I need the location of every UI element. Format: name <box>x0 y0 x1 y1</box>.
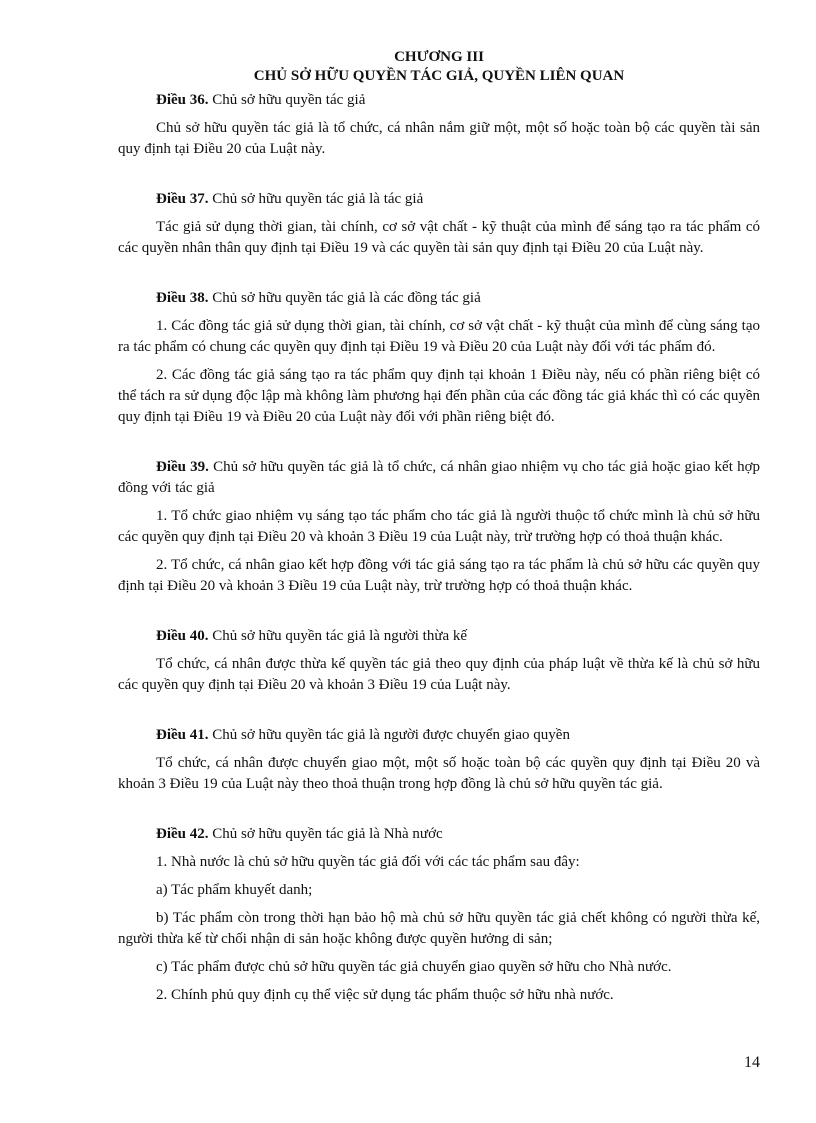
chapter-title: CHỦ SỞ HỮU QUYỀN TÁC GIẢ, QUYỀN LIÊN QUAN <box>253 68 625 84</box>
article-label: Điều 39. <box>156 459 209 475</box>
article-title: Chủ sở hữu quyền tác giả là người thừa kế <box>208 628 468 644</box>
article-heading <box>118 288 760 309</box>
chapter-number: CHƯƠNG III <box>394 49 484 65</box>
article-label: Điều 37. <box>156 191 209 207</box>
article-title: Chủ sở hữu quyền tác giả là tổ chức, cá nhân giao nhiệm vụ cho tác giả hoặc giao kết hợp đồng với tác giả <box>118 459 760 496</box>
article-38 <box>118 288 760 428</box>
document-page <box>118 48 760 1013</box>
article-heading <box>118 725 760 746</box>
article-paragraph: b) Tác phẩm còn trong thời hạn bảo hộ mà chủ sở hữu quyền tác giả chết không có người thừa kế, người thừa kế từ chối nhận di sản hoặc không được quyền hưởng di sản; <box>118 910 760 947</box>
article-title: Chủ sở hữu quyền tác giả là người được chuyển giao quyền <box>208 727 570 743</box>
article-heading <box>118 189 760 210</box>
article-label: Điều 38. <box>156 290 209 306</box>
article-36 <box>118 90 760 160</box>
article-label: Điều 42. <box>156 826 209 842</box>
article-paragraph: c) Tác phẩm được chủ sở hữu quyền tác giả chuyển giao quyền sở hữu cho Nhà nước. <box>156 959 672 975</box>
article-paragraph: 2. Tổ chức, cá nhân giao kết hợp đồng với tác giả sáng tạo ra tác phẩm là chủ sở hữu các quyền quy định tại Điều 20 và khoản 3 Điều 19 của Luật này, trừ trường hợp có thoả thuận khác. <box>118 557 760 594</box>
page-number: 14 <box>744 1054 760 1071</box>
article-39 <box>118 457 760 597</box>
article-paragraph: 1. Tổ chức giao nhiệm vụ sáng tạo tác phẩm cho tác giả là người thuộc tổ chức mình là chủ sở hữu các quyền quy định tại Điều 20 và khoản 3 Điều 19 của Luật này, trừ trường hợp có thoả thuận khác. <box>118 508 760 545</box>
article-heading <box>118 626 760 647</box>
article-41 <box>118 725 760 795</box>
article-37 <box>118 189 760 259</box>
article-paragraph: a) Tác phẩm khuyết danh; <box>156 882 313 898</box>
article-title: Chủ sở hữu quyền tác giả <box>208 92 366 108</box>
article-title: Chủ sở hữu quyền tác giả là Nhà nước <box>208 826 443 842</box>
article-paragraph: Tác giả sử dụng thời gian, tài chính, cơ sở vật chất - kỹ thuật của mình để sáng tạo ra tác phẩm có các quyền nhân thân quy định tại Điều 19 và các quyền tài sản quy định tại Điều 20 của Luật này. <box>118 219 760 256</box>
article-label: Điều 36. <box>156 92 209 108</box>
article-paragraph: Tổ chức, cá nhân được thừa kế quyền tác giả theo quy định của pháp luật về thừa kế là chủ sở hữu các quyền quy định tại Điều 20 và khoản 3 Điều 19 của Luật này. <box>118 656 760 693</box>
article-heading <box>118 824 760 845</box>
article-paragraph: 1. Nhà nước là chủ sở hữu quyền tác giả đối với các tác phẩm sau đây: <box>156 854 580 870</box>
article-paragraph: 2. Các đồng tác giả sáng tạo ra tác phẩm quy định tại khoản 1 Điều này, nếu có phần riêng biệt có thể tách ra sử dụng độc lập mà không làm phương hại đến phần của các đồng tác giả khác thì có các quyền quy định tại Điều 19 và Điều 20 của Luật này đối với phần riêng biệt đó. <box>118 367 760 425</box>
article-title: Chủ sở hữu quyền tác giả là tác giả <box>208 191 424 207</box>
article-paragraph: Chủ sở hữu quyền tác giả là tổ chức, cá nhân nắm giữ một, một số hoặc toàn bộ các quyền tài sản quy định tại Điều 20 của Luật này. <box>118 120 760 157</box>
article-paragraph: 1. Các đồng tác giả sử dụng thời gian, tài chính, cơ sở vật chất - kỹ thuật của mình để cùng sáng tạo ra tác phẩm có chung các quyền quy định tại Điều 19 và Điều 20 của Luật này đối với tác phẩm đó. <box>118 318 760 355</box>
article-42 <box>118 824 760 1006</box>
article-label: Điều 40. <box>156 628 209 644</box>
article-heading <box>118 90 760 111</box>
article-heading <box>118 457 760 499</box>
article-title: Chủ sở hữu quyền tác giả là các đồng tác giả <box>208 290 481 306</box>
article-paragraph: Tổ chức, cá nhân được chuyển giao một, một số hoặc toàn bộ các quyền quy định tại Điều 20 và khoản 3 Điều 19 của Luật này theo thoả thuận trong hợp đồng là chủ sở hữu quyền tác giả. <box>118 755 760 792</box>
article-40 <box>118 626 760 696</box>
article-paragraph: 2. Chính phủ quy định cụ thể việc sử dụng tác phẩm thuộc sở hữu nhà nước. <box>156 987 614 1003</box>
article-label: Điều 41. <box>156 727 209 743</box>
